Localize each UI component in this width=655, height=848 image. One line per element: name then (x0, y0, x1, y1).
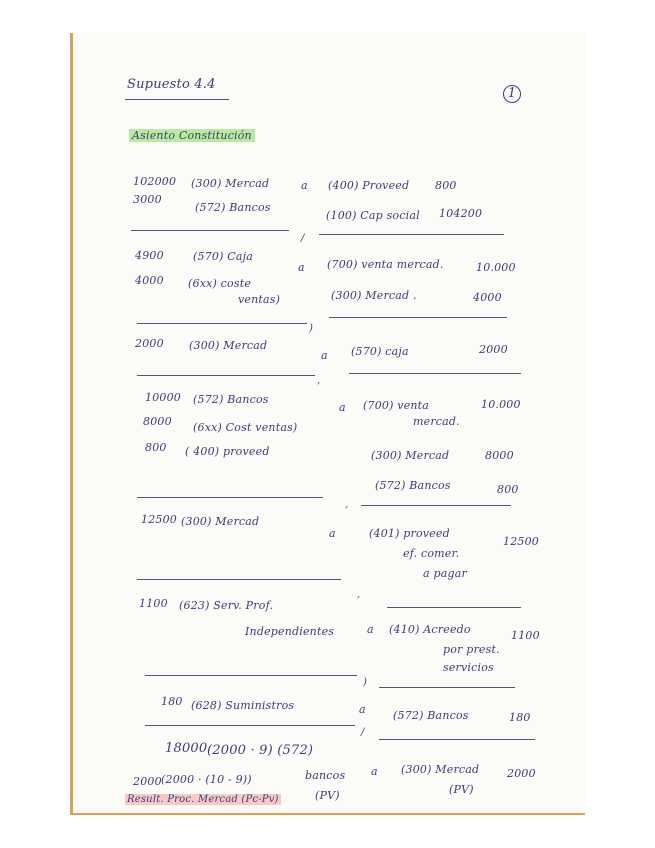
entry2-credit2-account: (300) Mercad . (331, 289, 417, 302)
entry7-credit1-account: (572) Bancos (393, 709, 469, 722)
entry6-debit1-account-cont: Independientes (245, 625, 335, 638)
entry6-credit1-amount: 1100 (511, 629, 540, 642)
entry4-credit2-amount: 8000 (485, 449, 514, 462)
entry8-credit1-amount: 2000 (507, 767, 536, 780)
entry8-credit1-account: (300) Mercad (401, 763, 480, 776)
section-heading-text: Asiento Constitución (129, 129, 255, 142)
entry5-debit1-account: (300) Mercad (181, 515, 260, 528)
page-number: 1 (503, 85, 521, 103)
entry6-separator-right (379, 687, 515, 688)
entry1-credit1-account: (400) Proveed (328, 179, 410, 192)
entry8-connector: a (371, 765, 378, 778)
footer-note-text: Result. Proc. Mercad (Pc-Pv) (127, 794, 279, 805)
title-underline (125, 99, 229, 100)
entry5-debit1-amount: 12500 (141, 513, 177, 526)
entry1-credit2-amount: 104200 (439, 207, 483, 220)
entry2-tick: ) (309, 323, 313, 334)
entry6-credit1-account: (410) Acreedo (389, 623, 471, 636)
entry4-credit3-account: (572) Bancos (375, 479, 451, 492)
entry6-debit1-amount: 1100 (139, 597, 168, 610)
entry2-debit2-account-cont: ventas) (238, 293, 281, 306)
entry4-separator-right (361, 505, 511, 506)
entry7-credit1-amount: 180 (509, 711, 531, 724)
entry6-tick: ) (363, 677, 367, 688)
entry8-debit1-account: (2000 · 9) (572) (207, 743, 314, 758)
entry1-separator-left (131, 230, 289, 231)
entry3-debit1-amount: 2000 (135, 337, 164, 350)
entry2-separator-right (329, 317, 507, 318)
entry4-debit2-amount: 8000 (143, 415, 172, 428)
entry7-separator-right (379, 739, 535, 740)
entry6-credit1-account-cont: por prest. (443, 643, 500, 656)
entry4-credit1-amount: 10.000 (481, 398, 521, 411)
entry2-credit1-account: (700) venta mercad. (327, 258, 444, 271)
entry1-debit2-amount: 3000 (133, 193, 162, 206)
entry6-debit1-account: (623) Serv. Prof. (179, 599, 274, 612)
entry2-debit2-account: (6xx) coste (188, 277, 252, 290)
entry7-debit1-account: (628) Suministros (191, 699, 295, 712)
entry8-debit2-account: (2000 · (10 - 9)) (161, 773, 252, 786)
footer-note (125, 793, 281, 806)
entry8-credit1-account-cont: (PV) (449, 783, 474, 796)
entry3-credit1-account: (570) caja (351, 345, 409, 358)
entry5-tick: , (357, 589, 361, 600)
entry1-credit1-amount: 800 (435, 179, 457, 192)
page-title: Supuesto 4.4 (127, 77, 216, 92)
entry7-separator-left (145, 725, 355, 726)
entry6-separator-left (145, 675, 357, 676)
entry4-debit1-amount: 10000 (145, 391, 181, 404)
entry6-credit1-account-cont2: servicios (443, 661, 494, 674)
entry4-connector: a (339, 401, 346, 414)
entry2-debit2-amount: 4000 (135, 274, 164, 287)
entry3-connector: a (321, 349, 328, 362)
entry4-credit1-account: (700) venta (363, 399, 430, 412)
entry8-debit1-account-cont: bancos (305, 769, 346, 782)
entry5-credit1-amount: 12500 (503, 535, 539, 548)
entry7-tick: / (361, 727, 365, 738)
entry2-credit2-amount: 4000 (473, 291, 502, 304)
entry5-credit1-account-cont: ef. comer. (403, 547, 460, 560)
entry7-connector: a (359, 703, 366, 716)
notebook-page (70, 33, 585, 815)
entry5-credit1-account-cont2: a pagar (423, 567, 467, 580)
entry1-separator-right (319, 234, 504, 235)
section-heading (129, 129, 255, 142)
entry5-connector: a (329, 527, 336, 540)
entry4-debit3-amount: 800 (145, 441, 167, 454)
entry3-tick: , (317, 375, 321, 386)
entry4-debit3-account: ( 400) proveed (185, 445, 270, 458)
entry2-separator-left (137, 323, 307, 324)
entry2-credit1-amount: 10.000 (476, 261, 516, 274)
entry4-credit1-account-cont: mercad. (413, 415, 460, 428)
entry1-tick: / (301, 233, 305, 244)
entry3-credit1-amount: 2000 (479, 343, 508, 356)
entry1-debit1-account: (300) Mercad (191, 177, 270, 190)
entry1-connector: a (301, 179, 308, 192)
entry5-separator-right (387, 607, 521, 608)
entry8-debit2-amount: 2000 (133, 775, 162, 788)
entry8-debit1-amount: 18000 (165, 741, 208, 756)
entry7-debit1-amount: 180 (161, 695, 183, 708)
entry1-debit1-amount: 102000 (133, 175, 177, 188)
entry4-tick: , (345, 499, 349, 510)
entry5-separator-left (137, 579, 341, 580)
entry5-credit1-account: (401) proveed (369, 527, 450, 540)
entry2-debit1-amount: 4900 (135, 249, 164, 262)
entry3-separator-left (137, 375, 315, 376)
entry1-credit2-account: (100) Cap social (326, 209, 420, 222)
entry4-debit1-account: (572) Bancos (193, 393, 269, 406)
entry6-connector: a (367, 623, 374, 636)
entry2-debit1-account: (570) Caja (193, 250, 254, 263)
entry4-credit3-amount: 800 (497, 483, 519, 496)
entry3-separator-right (349, 373, 521, 374)
entry4-debit2-account: (6xx) Cost ventas) (193, 421, 298, 434)
entry4-separator-left (137, 497, 323, 498)
entry8-debit2-account-cont: (PV) (315, 789, 340, 802)
entry1-debit2-account: (572) Bancos (195, 201, 271, 214)
entry4-credit2-account: (300) Mercad (371, 449, 450, 462)
entry2-connector: a (298, 261, 305, 274)
entry3-debit1-account: (300) Mercad (189, 339, 268, 352)
